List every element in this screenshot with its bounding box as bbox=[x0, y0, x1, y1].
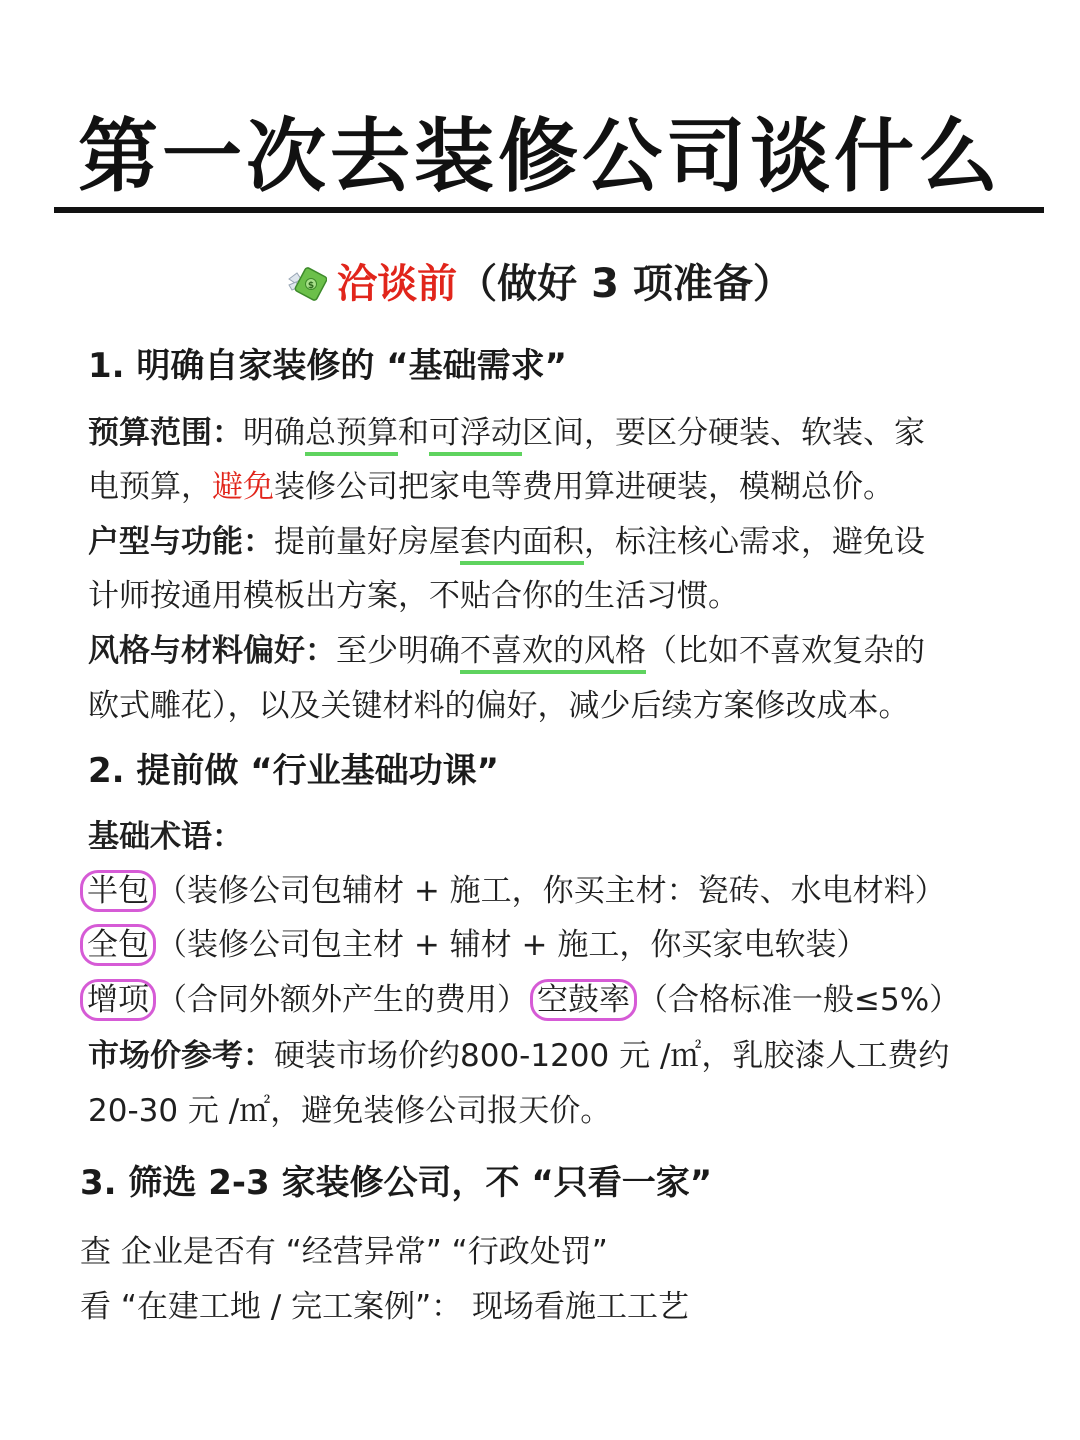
budget-text: 装修公司把家电等费用算进硬装，模糊总价。 bbox=[274, 469, 894, 505]
circled-term: 增项 bbox=[80, 979, 156, 1021]
budget-label: 预算范围： bbox=[88, 415, 243, 451]
term-desc: （合同外额外产生的费用） bbox=[156, 982, 528, 1018]
term-desc: （装修公司包主材 + 辅材 + 施工，你买家电软装） bbox=[156, 927, 868, 963]
layout-text: ，标注核心需求，避免设 bbox=[584, 524, 925, 560]
term-full-package bbox=[84, 919, 867, 964]
underlined-inner-area: 套内面积 bbox=[460, 524, 584, 565]
section2-heading: 2. 提前做 “行业基础功课” bbox=[88, 751, 499, 791]
circled-term: 半包 bbox=[80, 870, 156, 912]
style-line-2: 欧式雕花），以及关键材料的偏好，减少后续方案修改成本。 bbox=[88, 688, 910, 724]
page-title: 第一次去装修公司谈什么 bbox=[78, 110, 1002, 203]
circled-term: 空鼓率 bbox=[530, 979, 637, 1021]
circled-term: 全包 bbox=[80, 924, 156, 966]
avoid-highlight: 避免 bbox=[212, 469, 274, 505]
price-line-2: 20-30 元 /㎡，避免装修公司报天价。 bbox=[88, 1093, 612, 1129]
style-line-1 bbox=[88, 625, 925, 670]
section1-heading: 1. 明确自家装修的 “基础需求” bbox=[88, 346, 567, 386]
layout-text: 提前量好房屋 bbox=[274, 524, 460, 560]
check-line: 查 企业是否有 “经营异常” “行政处罚” bbox=[80, 1234, 608, 1270]
price-line-1 bbox=[88, 1030, 949, 1075]
title-divider bbox=[54, 207, 1044, 213]
budget-text: 区间，要区分硬装、软装、家 bbox=[522, 415, 925, 451]
underlined-disliked-style: 不喜欢的风格 bbox=[460, 633, 646, 674]
layout-label: 户型与功能： bbox=[88, 524, 274, 560]
subtitle bbox=[0, 252, 1080, 309]
budget-text: 明确 bbox=[243, 415, 305, 451]
subtitle-highlight: 洽谈前 bbox=[337, 261, 458, 307]
section3-heading: 3. 筛选 2-3 家装修公司，不 “只看一家” bbox=[80, 1163, 713, 1203]
style-label: 风格与材料偏好： bbox=[88, 633, 336, 669]
budget-line-2 bbox=[88, 461, 894, 506]
budget-text: 和 bbox=[398, 415, 429, 451]
svg-text:$: $ bbox=[308, 281, 315, 291]
layout-line-1 bbox=[88, 516, 925, 561]
subtitle-rest: （做好 3 项准备） bbox=[457, 261, 793, 307]
underlined-floating: 可浮动 bbox=[429, 415, 522, 456]
term-half-package bbox=[84, 865, 946, 910]
price-label: 市场价参考： bbox=[88, 1038, 274, 1074]
budget-text: 电预算， bbox=[88, 469, 212, 505]
price-text: 硬装市场价约800-1200 元 /㎡，乳胶漆人工费约 bbox=[274, 1038, 950, 1074]
underlined-total-budget: 总预算 bbox=[305, 415, 398, 456]
layout-line-2: 计师按通用模板出方案，不贴合你的生活习惯。 bbox=[88, 578, 739, 614]
budget-line-1 bbox=[88, 407, 925, 452]
look-line: 看 “在建工地 / 完工案例”： 现场看施工工艺 bbox=[80, 1289, 689, 1325]
term-desc: （合格标准一般≤5%） bbox=[637, 982, 961, 1018]
term-desc: （装修公司包辅材 + 施工，你买主材：瓷砖、水电材料） bbox=[156, 873, 946, 909]
style-text: 至少明确 bbox=[336, 633, 460, 669]
money-with-wings-icon bbox=[287, 265, 327, 301]
terms-label: 基础术语： bbox=[88, 819, 243, 855]
style-text: （比如不喜欢复杂的 bbox=[646, 633, 925, 669]
term-extra-items bbox=[84, 974, 960, 1019]
